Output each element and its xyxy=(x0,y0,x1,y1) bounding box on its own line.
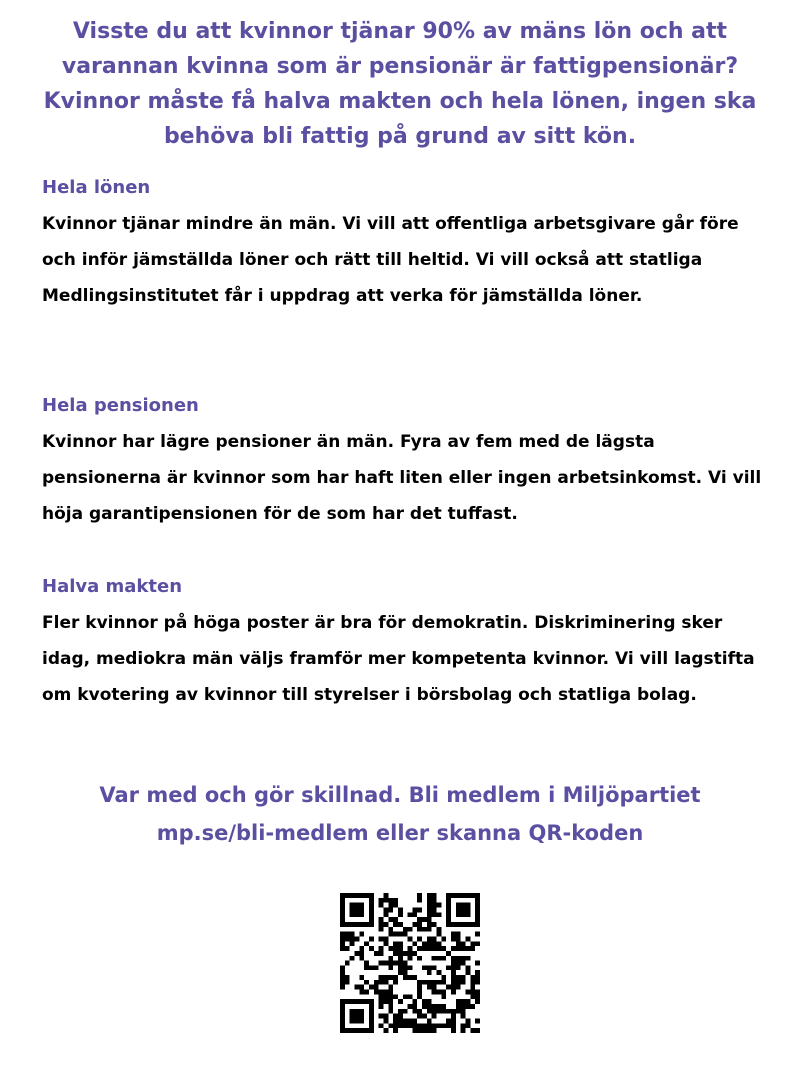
cta-line-join: Var med och gör skillnad. Bli medlem i Miljöpartiet xyxy=(99,783,701,807)
section-heading: Halva makten xyxy=(42,576,183,597)
intro-text: Visste du att kvinnor tjänar 90% av mäns lön och att varannan kvinna som är pensionär är fattigpensionär? Kvinnor måste få halva makten och hela lönen, ingen ska behöva bli fattig på grund av sitt kön. xyxy=(43,19,757,149)
call-to-action xyxy=(20,776,780,852)
section-body: Kvinnor har lägre pensioner än män. Fyra av fem med de lägsta pensionerna är kvinnor som har haft liten eller ingen arbetsinkomst. Vi vill höja garantipensionen för de som har det tuffast. xyxy=(42,432,762,524)
section-body: Fler kvinnor på höga poster är bra för demokratin. Diskriminering sker idag, mediokra män väljs framför mer kompetenta kvinnor. Vi vill lagstifta om kvotering av kvinnor till styrelser i börsbolag och statliga bolag. xyxy=(42,613,755,705)
qr-code-icon[interactable] xyxy=(340,893,480,1033)
section-hela-pensionen xyxy=(42,394,772,532)
section-heading: Hela pensionen xyxy=(42,395,199,416)
section-halva-makten xyxy=(42,575,772,713)
section-body: Kvinnor tjänar mindre än män. Vi vill att offentliga arbetsgivare går före och inför jämställda löner och rätt till heltid. Vi vill också att statliga Medlingsinstitutet får i uppdrag att verka för jämställda löner. xyxy=(42,214,739,306)
section-hela-lonen xyxy=(42,176,772,314)
cta-line-link[interactable]: mp.se/bli-medlem eller skanna QR-koden xyxy=(156,821,644,845)
section-heading: Hela lönen xyxy=(42,177,151,198)
